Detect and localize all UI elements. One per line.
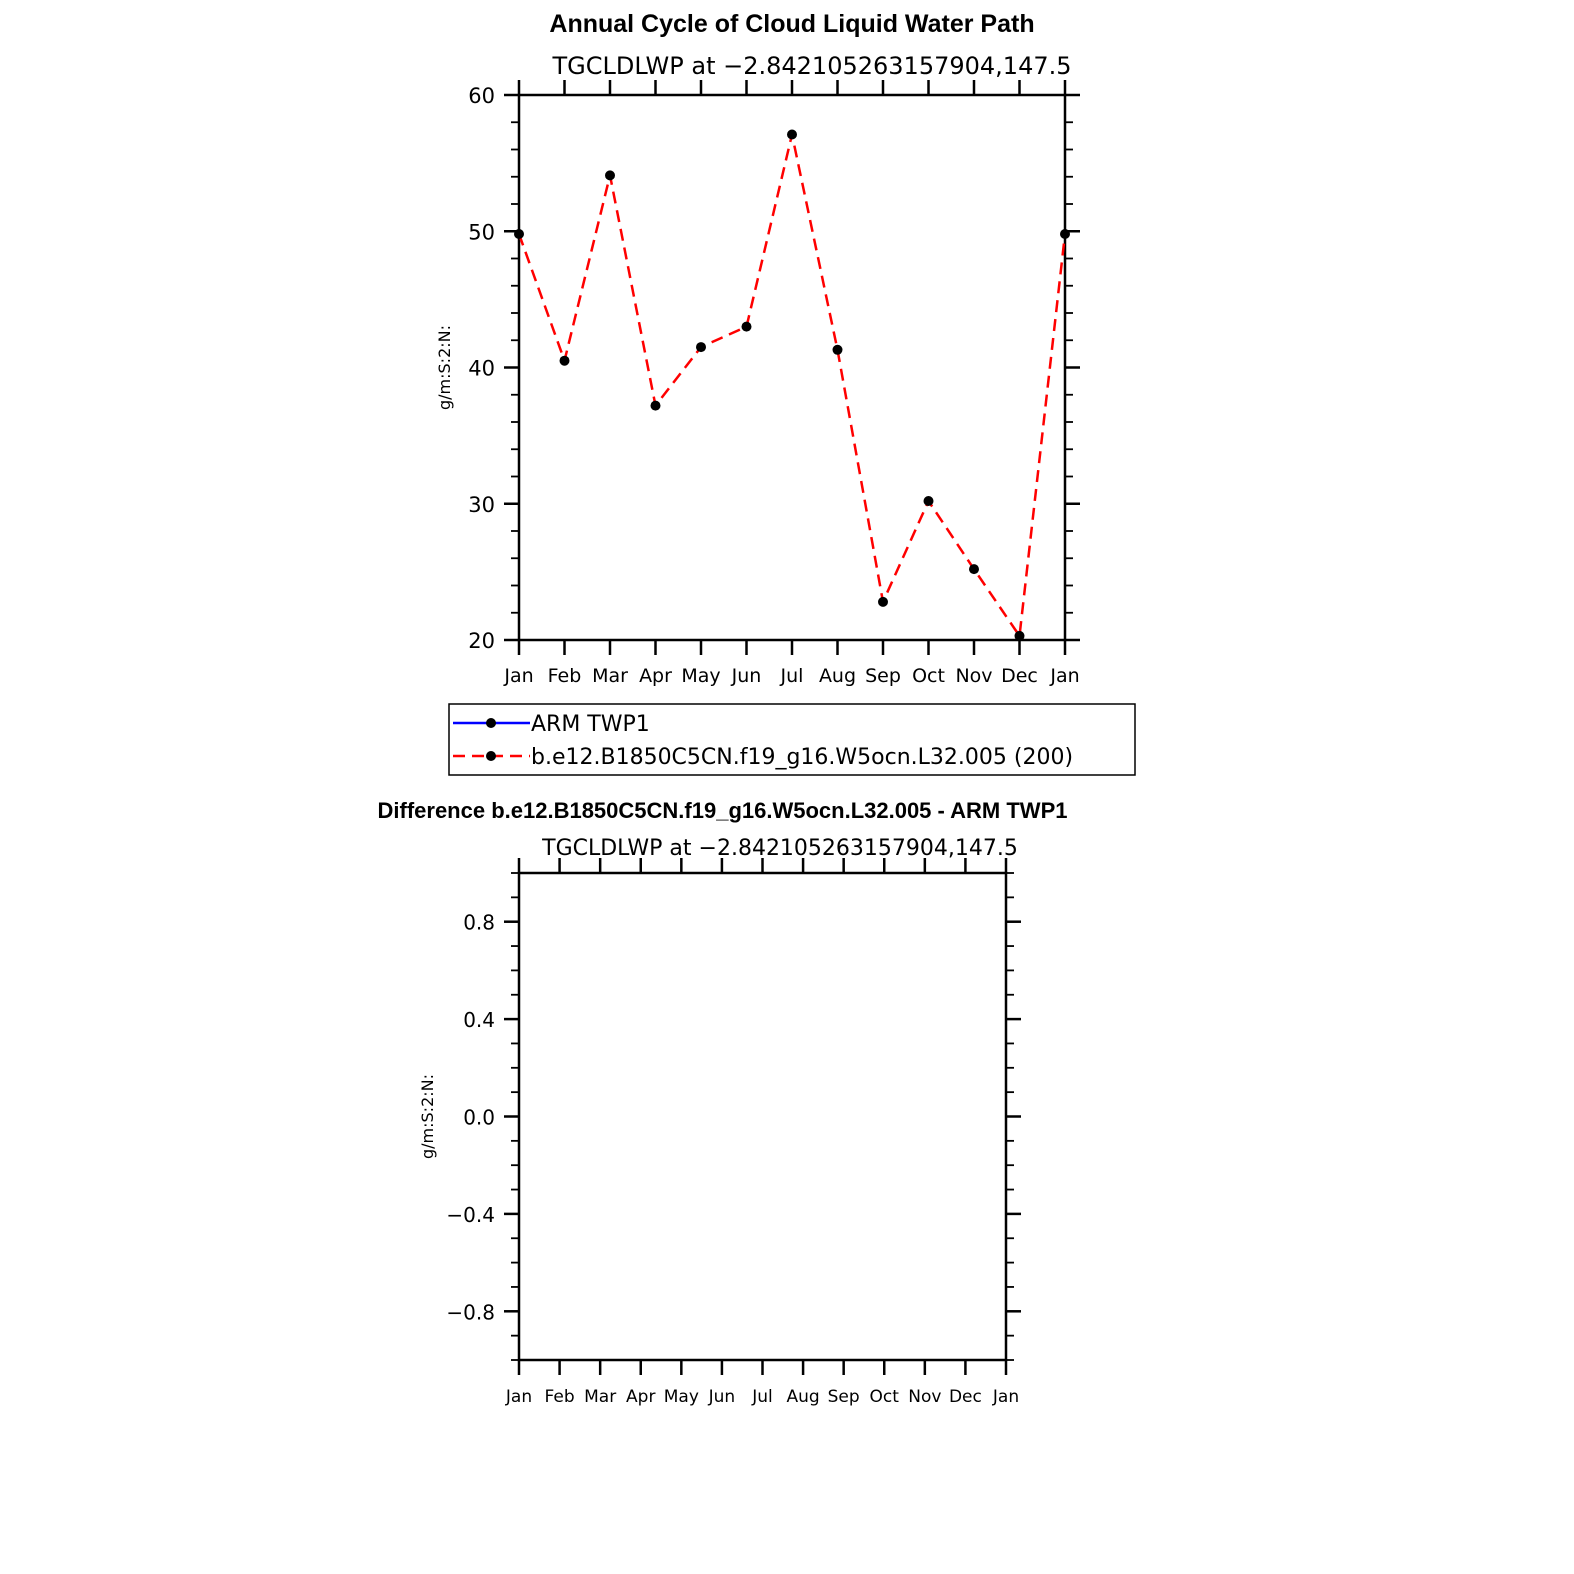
x-tick-label: May <box>681 665 721 687</box>
y-tick-label: 40 <box>468 356 495 381</box>
x-tick-label: May <box>663 1387 699 1407</box>
legend-label: ARM TWP1 <box>531 712 650 737</box>
data-point <box>742 322 752 332</box>
y-axis-label: g/m:S:2:N: <box>435 325 454 410</box>
y-tick-label: 60 <box>468 84 495 108</box>
y-tick-label: 0.4 <box>463 1008 495 1033</box>
chart-subtitle: TGCLDLWP at −2.842105263157904,147.5 <box>542 836 1018 861</box>
x-tick-label: Jan <box>504 665 534 687</box>
chart-subtitle: TGCLDLWP at −2.842105263157904,147.5 <box>552 52 1072 80</box>
data-point <box>560 356 570 366</box>
x-tick-label: Aug <box>786 1387 820 1407</box>
chart-1 <box>435 10 1135 775</box>
data-point <box>605 170 615 180</box>
chart-2 <box>378 798 1068 1407</box>
legend <box>449 704 1135 775</box>
data-point <box>651 401 661 411</box>
x-tick-label: Mar <box>592 665 628 687</box>
y-axis-label: g/m:S:2:N: <box>418 1074 437 1159</box>
legend-label: b.e12.B1850C5CN.f19_g16.W5ocn.L32.005 (200) <box>531 745 1074 770</box>
y-tick-label: 0.0 <box>463 1105 495 1130</box>
x-tick-label: Apr <box>639 665 672 687</box>
x-tick-label: Apr <box>626 1387 656 1407</box>
data-point <box>833 345 843 355</box>
x-tick-label: Jan <box>1050 665 1080 687</box>
x-tick-label: Sep <box>865 665 901 687</box>
data-point <box>696 342 706 352</box>
x-tick-label: Feb <box>547 665 582 687</box>
data-point <box>1060 229 1070 239</box>
data-point <box>878 597 888 607</box>
x-tick-label: Jul <box>780 665 804 687</box>
x-tick-label: Jan <box>992 1387 1020 1407</box>
x-tick-label: Jan <box>505 1387 533 1407</box>
y-tick-label: 20 <box>468 629 495 653</box>
x-tick-label: Nov <box>908 1387 942 1407</box>
x-tick-label: Dec <box>948 1387 982 1407</box>
x-tick-label: Oct <box>869 1387 899 1407</box>
legend-marker <box>486 751 496 761</box>
x-tick-label: Aug <box>818 665 857 687</box>
x-tick-label: Nov <box>955 665 993 687</box>
y-tick-label: 50 <box>468 220 495 245</box>
x-tick-label: Jul <box>752 1387 773 1407</box>
x-tick-label: Sep <box>827 1387 860 1407</box>
x-tick-label: Mar <box>584 1387 617 1407</box>
x-tick-label: Jun <box>731 665 762 687</box>
y-tick-label: −0.8 <box>446 1300 495 1325</box>
y-tick-label: −0.4 <box>446 1202 495 1227</box>
legend-marker <box>486 718 496 728</box>
y-tick-label: 0.8 <box>463 910 495 935</box>
data-point <box>969 564 979 574</box>
series-line <box>519 135 1065 636</box>
x-tick-label: Jun <box>708 1387 736 1407</box>
y-tick-label: 30 <box>468 492 495 517</box>
chart-title: Annual Cycle of Cloud Liquid Water Path <box>549 10 1035 38</box>
data-point <box>787 130 797 140</box>
data-point <box>924 496 934 506</box>
data-point <box>514 229 524 239</box>
data-point <box>1015 631 1025 641</box>
plot-frame <box>519 95 1065 640</box>
x-tick-label: Feb <box>544 1387 575 1407</box>
plot-frame <box>519 873 1006 1360</box>
x-tick-label: Oct <box>912 665 945 687</box>
chart-title: Difference b.e12.B1850C5CN.f19_g16.W5ocn.L32.005 - ARM TWP1 <box>377 798 1068 823</box>
x-tick-label: Dec <box>1001 665 1038 687</box>
